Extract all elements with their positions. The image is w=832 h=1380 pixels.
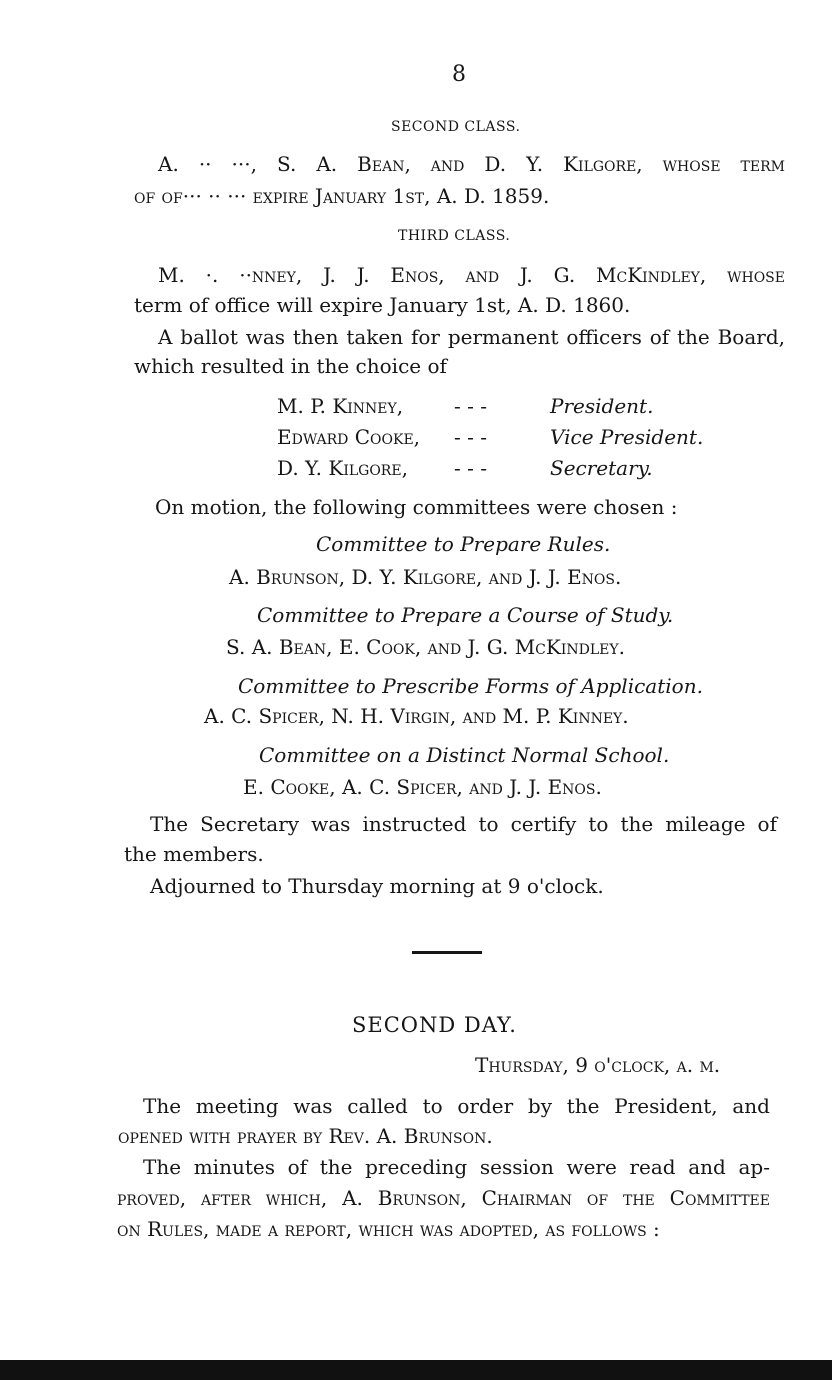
- third-class-line-2: term of office will expire January 1st, A. D. 1860.: [134, 293, 631, 317]
- section-divider: [412, 951, 482, 954]
- committee-members: E. Cooke, A. C. Spicer, and J. J. Enos.: [243, 775, 602, 799]
- committees-intro: On motion, the following committees were chosen :: [155, 495, 678, 519]
- officer-dashes: - - -: [454, 456, 487, 480]
- officer-title: President.: [550, 394, 654, 418]
- third-class-line-1: M. ·. ··nney, J. J. Enos, and J. G. McKindley, whose: [158, 263, 785, 287]
- ballot-line-2: which resulted in the choice of: [134, 354, 447, 378]
- second-day-para1-line-2: opened with prayer by Rev. A. Brunson.: [118, 1124, 493, 1148]
- committee-members: S. A. Bean, E. Cook, and J. G. McKindley.: [226, 635, 625, 659]
- second-day-para1-line-1: The meeting was called to order by the President, and: [143, 1094, 770, 1118]
- page-number: 8: [452, 62, 466, 87]
- secretary-line-1: The Secretary was instructed to certify to the mileage of: [150, 812, 777, 836]
- officer-name: D. Y. Kilgore,: [277, 456, 408, 480]
- scan-bottom-edge: [0, 1360, 832, 1380]
- ballot-line-1: A ballot was then taken for permanent officers of the Board,: [158, 325, 785, 349]
- committee-members: A. Brunson, D. Y. Kilgore, and J. J. Enos.: [229, 565, 622, 589]
- officer-name: M. P. Kinney,: [277, 394, 404, 418]
- third-class-heading: THIRD CLASS.: [398, 228, 511, 244]
- committee-title: Committee to Prepare a Course of Study.: [257, 603, 674, 627]
- adjourned-line: Adjourned to Thursday morning at 9 o'clock.: [150, 874, 604, 898]
- second-class-line-1: A. ·· ···, S. A. Bean, and D. Y. Kilgore, whose term: [158, 152, 785, 176]
- second-class-heading: SECOND CLASS.: [391, 119, 521, 135]
- committee-members: A. C. Spicer, N. H. Virgin, and M. P. Kinney.: [204, 704, 629, 728]
- secretary-line-2: the members.: [124, 842, 264, 866]
- officer-dashes: - - -: [454, 394, 487, 418]
- officer-title: Secretary.: [550, 456, 653, 480]
- officer-title: Vice President.: [550, 425, 704, 449]
- committee-title: Committee to Prescribe Forms of Application.: [238, 674, 703, 698]
- officer-name: Edward Cooke,: [277, 425, 421, 449]
- second-day-para2-line-1: The minutes of the preceding session were read and ap-: [143, 1155, 770, 1179]
- second-day-para2-line-3: on Rules, made a report, which was adopted, as follows :: [117, 1217, 660, 1241]
- second-day-para2-line-2: proved, after which, A. Brunson, Chairman of the Committee: [117, 1186, 770, 1210]
- second-day-heading: SECOND DAY.: [352, 1013, 517, 1037]
- committee-title: Committee on a Distinct Normal School.: [259, 743, 670, 767]
- second-day-dateline: Thursday, 9 o'clock, a. m.: [475, 1053, 721, 1077]
- second-class-line-2: of of··· ·· ··· expire January 1st, A. D. 1859.: [134, 184, 550, 208]
- officer-dashes: - - -: [454, 425, 487, 449]
- committee-title: Committee to Prepare Rules.: [316, 532, 611, 556]
